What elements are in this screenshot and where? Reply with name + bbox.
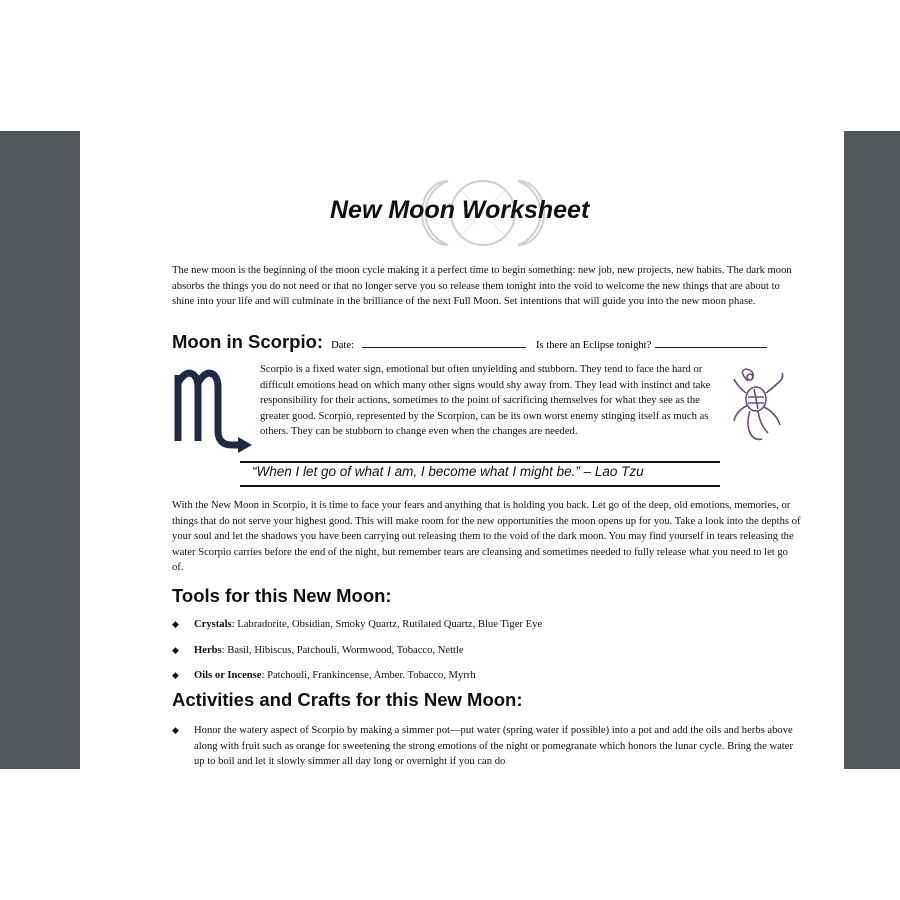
list-item (172, 643, 802, 659)
date-label: Date: (331, 340, 355, 351)
tools-heading: Tools for this New Moon: (172, 585, 392, 606)
scorpio-glyph-icon (172, 361, 256, 457)
diamond-bullet-icon: ◆ (172, 619, 179, 629)
date-field[interactable] (362, 337, 526, 348)
scorpion-icon (728, 367, 788, 447)
quote-text: “When I let go of what I am, I become what I might be.” – Lao Tzu (252, 464, 644, 479)
activities-heading: Activities and Crafts for this New Moon: (172, 689, 523, 710)
tools-list (172, 617, 802, 684)
tool-text: : Basil, Hibiscus, Patchouli, Wormwood, Tobacco, Nettle (221, 644, 464, 656)
tool-text: : Patchouli, Frankincense, Amber. Tobacco, Myrrh (261, 670, 476, 681)
tool-label: Oils or Incense (194, 670, 262, 681)
list-item (172, 723, 802, 769)
eclipse-field[interactable] (655, 337, 767, 348)
quote-top-rule (240, 461, 720, 463)
diamond-bullet-icon: ◆ (172, 644, 179, 655)
diamond-bullet-icon: ◆ (172, 725, 179, 735)
eclipse-label: Is there an Eclipse tonight? (536, 340, 652, 351)
activity-text: Honor the watery aspect of Scorpio by making a simmer pot—put water (spring water if possible) into a pot and add the oils and herbs above along with fruit such as orange for sweetening the strong emotions of the night or pomegranate which honors the lunar cycle. Bring the water up to boil and let it slowly simmer all day long or overnight if you can do (194, 725, 793, 767)
quote-bar (240, 461, 720, 487)
tool-label: Crystals (194, 619, 232, 630)
moon-heading-row (172, 331, 802, 355)
diamond-bullet-icon: ◆ (172, 670, 179, 680)
activities-list (172, 723, 802, 769)
intro-paragraph: The new moon is the beginning of the moon cycle making it a perfect time to begin something: new job, new projects, new habits. The dark moon absorbs the things you do not need or that no longer serve you so release them tonight into the void to welcome the new things that are about to shine into your life and will culminate in the brilliance of the next Full Moon. Set intentions that will guide you into the new moon phase. (172, 265, 792, 307)
tool-label: Herbs (194, 644, 222, 656)
moon-heading: Moon in Scorpio: (172, 331, 324, 352)
list-item (172, 668, 802, 684)
page-title: New Moon Worksheet (330, 196, 590, 224)
tool-text: : Labradorite, Obsidian, Smoky Quartz, Rutilated Quartz, Blue Tiger Eye (231, 619, 543, 630)
document-viewer[interactable] (0, 131, 900, 769)
document-page (80, 131, 844, 769)
scorpio-body: With the New Moon in Scorpio, it is time to face your fears and anything that is holding you back. Let go of the deep, old emotions, memories, or things that do not serve your highest good. This will make room for the new opportunities the moon opens up for you. Take a look into the depths of your soul and let the shadows you have been carrying out releasing them to the void of the dark moon. You may find yourself in tears releasing the water Scorpio carries before the end of the night, but remember tears are cleansing and sometimes needed to fully release what you need to let go of. (172, 500, 801, 573)
list-item (172, 617, 802, 633)
quote-bottom-rule (240, 485, 720, 487)
scorpio-description: Scorpio is a fixed water sign, emotional but often unyielding and stubborn. They tend to face the hard or difficult emotions head on which many other signs would shy away from. They lead with instinct and take responsibility for their actions, sometimes to the point of sacrificing themselves for what they see as the greater good. Scorpio, represented by the Scorpion, can be its own worst enemy stinging itself as much as others. They can be stubborn to change even when the changes are needed. (260, 364, 711, 437)
